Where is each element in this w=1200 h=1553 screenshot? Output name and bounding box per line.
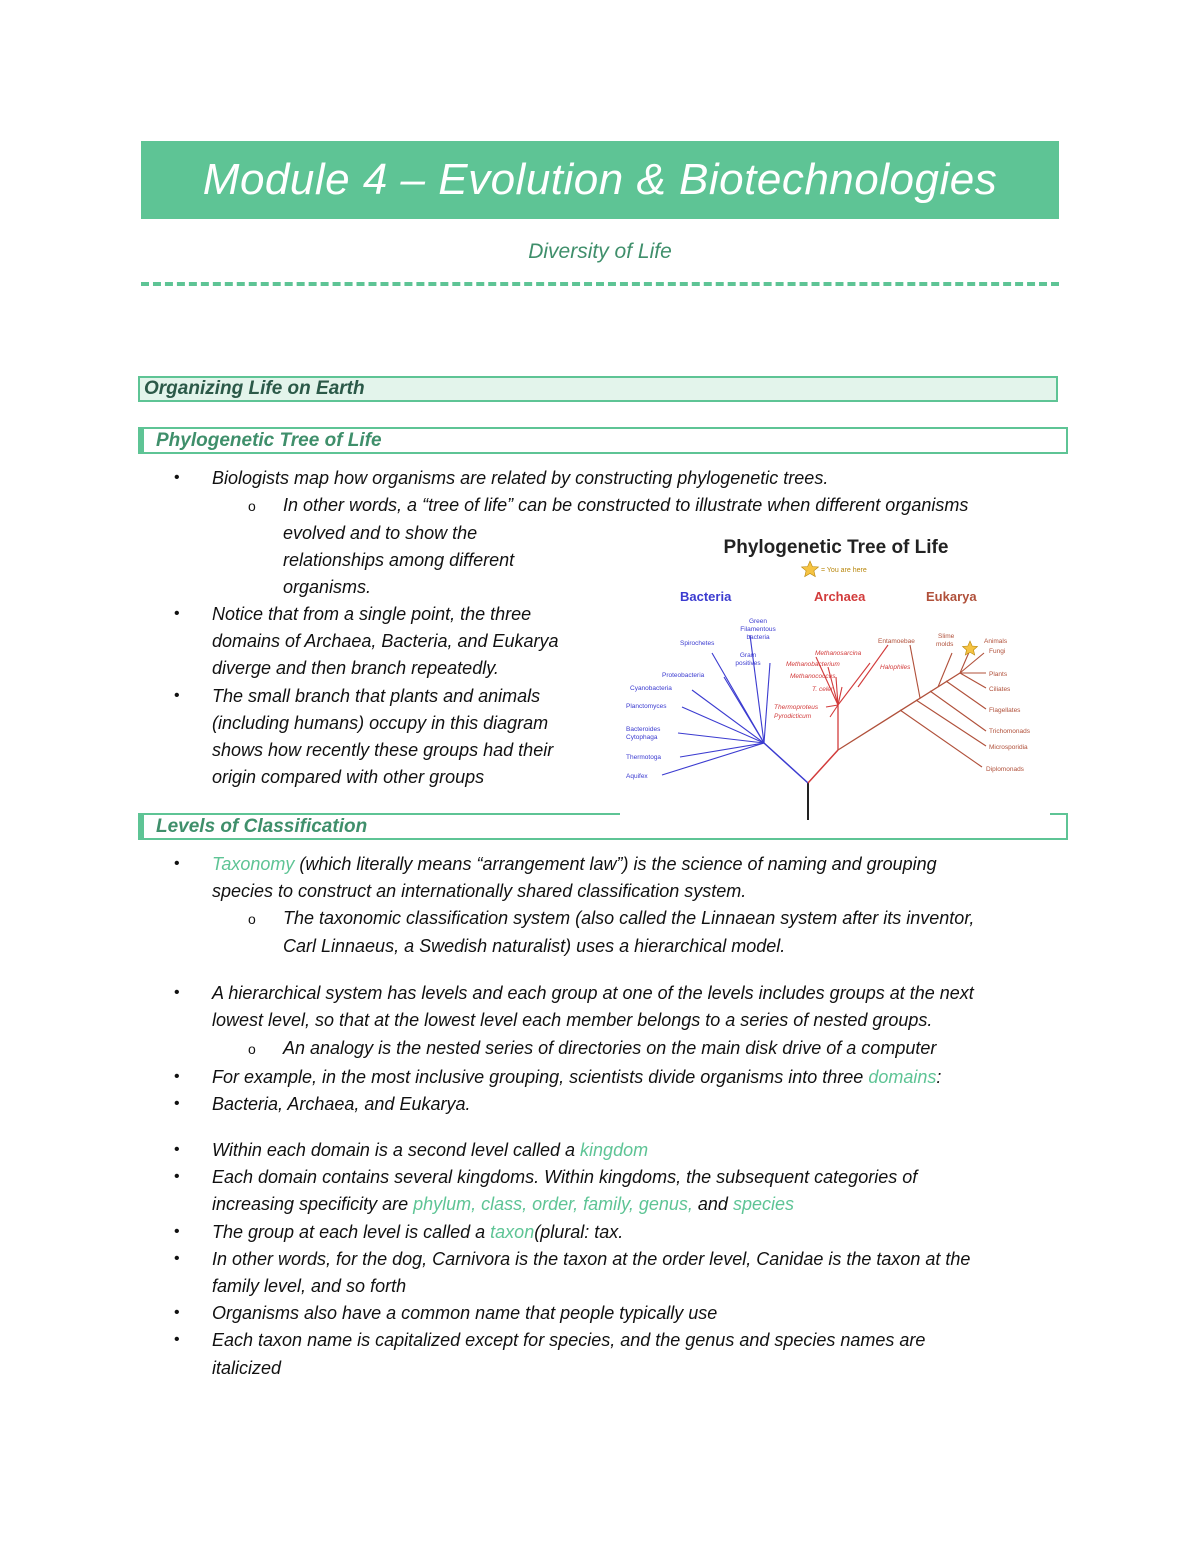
taxon-slime: Slime bbox=[938, 633, 955, 640]
levels-bullet-6-pre: increasing specificity are bbox=[212, 1194, 414, 1214]
levels-bullet-7-pre: The group at each level is called a bbox=[212, 1222, 491, 1242]
taxon-filamentous: Filamentous bbox=[740, 626, 776, 633]
taxon-trichomonads: Trichomonads bbox=[989, 728, 1030, 735]
phylo-sub-1-line-4: organisms. bbox=[283, 577, 372, 597]
eukarya-branches bbox=[900, 645, 986, 767]
taxon-bacteria: bacteria bbox=[746, 634, 770, 641]
levels-bullet-4: Bacteria, Archaea, and Eukarya. bbox=[212, 1094, 471, 1114]
taxon-cytophaga: Cytophaga bbox=[626, 734, 658, 741]
taxon-t-celer: T. celer bbox=[812, 686, 834, 693]
levels-bullet-2-line-1: A hierarchical system has levels and each group at one of the levels includes groups at the next bbox=[212, 983, 974, 1003]
taxon-entamoebae: Entamoebae bbox=[878, 638, 915, 645]
taxon-pyrodicticum: Pyrodicticum bbox=[774, 713, 812, 720]
term-ranks: phylum, class, order, family, genus, bbox=[413, 1194, 693, 1214]
levels-bullet-3-post: : bbox=[936, 1067, 942, 1087]
taxon-methanosarcina: Methanosarcina bbox=[815, 650, 862, 657]
taxon-flagellates: Flagellates bbox=[989, 707, 1021, 714]
section-heading-organizing-label: Organizing Life on Earth bbox=[144, 378, 365, 399]
phylo-bullet-3-line-2: (including humans) occupy in this diagram bbox=[212, 713, 549, 733]
bullet-dot: • bbox=[174, 1223, 180, 1240]
phylo-bullet-3-line-4: origin compared with other groups bbox=[212, 767, 485, 787]
phylogenetic-tree-figure bbox=[620, 525, 1050, 825]
bullet-dot: • bbox=[174, 1141, 180, 1158]
term-domains: domains bbox=[868, 1067, 937, 1087]
taxon-green: Green bbox=[748, 618, 768, 625]
term-kingdom: kingdom bbox=[580, 1140, 649, 1160]
levels-bullet-3-pre: For example, in the most inclusive grouping, scientists divide organisms into three bbox=[212, 1067, 869, 1087]
phylo-bullet-2-line-2: domains of Archaea, Bacteria, and Eukarya bbox=[212, 631, 559, 651]
taxon-proteobacteria: Proteobacteria bbox=[662, 672, 705, 679]
bullet-dot: • bbox=[174, 469, 180, 486]
bullet-dot: • bbox=[174, 1304, 180, 1321]
taxon-methanobacterium: Methanobacterium bbox=[786, 661, 840, 668]
figure-title: Phylogenetic Tree of Life bbox=[723, 537, 949, 558]
bullet-dot: • bbox=[174, 687, 180, 704]
subsection-heading-phylo-label: Phylogenetic Tree of Life bbox=[156, 430, 382, 451]
levels-bullet-10-line-1: Each taxon name is capitalized except for species, and the genus and species names are bbox=[212, 1330, 926, 1350]
phylo-sub-1-line-3: relationships among different bbox=[283, 550, 515, 570]
levels-bullet-5 bbox=[212, 1137, 648, 1164]
levels-bullet-1-rest: (which literally means “arrangement law”) is the science of naming and grouping bbox=[294, 854, 937, 874]
bullet-dot: • bbox=[174, 984, 180, 1001]
levels-bullet-8-line-2: family level, and so forth bbox=[212, 1276, 407, 1296]
phylo-bullet-1: Biologists map how organisms are related by constructing phylogenetic trees. bbox=[212, 468, 829, 488]
levels-bullet-1-line-2: species to construct an internationally shared classification system. bbox=[212, 881, 747, 901]
dashed-divider bbox=[141, 282, 1059, 286]
domain-label-archaea: Archaea bbox=[814, 589, 866, 604]
levels-bullet-2-line-2: lowest level, so that at the lowest level each member belongs to a series of nested groups. bbox=[212, 1010, 933, 1030]
levels-bullet-8-line-1: In other words, for the dog, Carnivora is the taxon at the order level, Canidae is the taxon at the bbox=[212, 1249, 971, 1269]
levels-sub-2: An analogy is the nested series of directories on the main disk drive of a computer bbox=[283, 1038, 937, 1058]
bullet-dot: • bbox=[174, 1250, 180, 1267]
taxon-fungi: Fungi bbox=[989, 648, 1006, 655]
levels-bullet-1-line-1 bbox=[212, 851, 937, 878]
taxon-gram: Gram bbox=[739, 652, 757, 659]
phylo-bullet-2-line-1: Notice that from a single point, the three bbox=[212, 604, 532, 624]
star-icon bbox=[802, 561, 819, 577]
taxon-spirochetes: Spirochetes bbox=[680, 640, 715, 647]
tree-branch-bacteria bbox=[764, 743, 808, 783]
taxon-diplomonads: Diplomonads bbox=[986, 766, 1024, 773]
levels-sub-1-line-1: The taxonomic classification system (also called the Linnaean system after its inventor, bbox=[283, 908, 975, 928]
taxon-positives: positives bbox=[735, 660, 761, 667]
levels-bullet-6-line-2 bbox=[212, 1191, 794, 1218]
title-banner bbox=[141, 141, 1059, 219]
bullet-dot: • bbox=[174, 1331, 180, 1348]
phylo-bullet-3-line-1: The small branch that plants and animals bbox=[212, 686, 541, 706]
section-heading-organizing bbox=[138, 376, 1058, 402]
taxon-ciliates: Ciliates bbox=[989, 686, 1011, 693]
domain-label-bacteria: Bacteria bbox=[680, 589, 732, 604]
phylo-bullet-2-line-3: diverge and then branch repeatedly. bbox=[212, 658, 499, 678]
taxon-microsporidia: Microsporidia bbox=[989, 744, 1028, 751]
subsection-heading-levels-label: Levels of Classification bbox=[156, 816, 368, 837]
taxon-thermotoga: Thermotoga bbox=[626, 754, 662, 761]
phylo-sub-1-line-2: evolved and to show the bbox=[283, 523, 478, 543]
taxon-aquifex: Aquifex bbox=[626, 773, 648, 780]
taxon-bacteroides: Bacteroides bbox=[626, 726, 661, 733]
levels-bullet-6-line-1: Each domain contains several kingdoms. Within kingdoms, the subsequent categories of bbox=[212, 1167, 918, 1187]
term-taxonomy: Taxonomy bbox=[212, 854, 295, 874]
phylo-bullet-3-line-3: shows how recently these groups had their bbox=[212, 740, 554, 760]
taxon-planctomyces: Planctomyces bbox=[626, 703, 667, 710]
levels-bullet-9: Organisms also have a common name that people typically use bbox=[212, 1303, 718, 1323]
page-subtitle: Diversity of Life bbox=[528, 240, 672, 263]
levels-bullet-7-post: (plural: tax. bbox=[534, 1222, 624, 1242]
levels-sub-1-line-2: Carl Linnaeus, a Swedish naturalist) uses a hierarchical model. bbox=[283, 936, 786, 956]
levels-bullet-7 bbox=[212, 1219, 623, 1246]
taxon-thermoproteus: Thermoproteus bbox=[774, 704, 819, 711]
term-species: species bbox=[732, 1194, 794, 1214]
taxon-animals: Animals bbox=[984, 638, 1008, 645]
taxon-halophiles: Halophiles bbox=[880, 664, 911, 671]
bullet-dot: • bbox=[174, 1095, 180, 1112]
star-caption: = You are here bbox=[821, 567, 867, 574]
sub-bullet-o: o bbox=[248, 498, 256, 514]
tree-branch-archaea-eukarya bbox=[808, 750, 838, 783]
domain-label-eukarya: Eukarya bbox=[926, 589, 977, 604]
bullet-dot: • bbox=[174, 1068, 180, 1085]
star-icon bbox=[963, 641, 978, 655]
levels-bullet-3 bbox=[212, 1064, 941, 1091]
levels-bullet-10-line-2: italicized bbox=[212, 1358, 282, 1378]
levels-bullet-5-pre: Within each domain is a second level called a bbox=[212, 1140, 581, 1160]
sub-bullet-o: o bbox=[248, 911, 256, 927]
term-taxon: taxon bbox=[490, 1222, 535, 1242]
bullet-dot: • bbox=[174, 605, 180, 622]
taxon-plants: Plants bbox=[989, 671, 1008, 678]
subsection-heading-phylo bbox=[138, 427, 1068, 454]
taxon-molds: molds bbox=[936, 641, 954, 648]
page-title: Module 4 – Evolution & Biotechnologies bbox=[202, 155, 998, 204]
levels-bullet-6-and: and bbox=[692, 1194, 733, 1214]
bullet-dot: • bbox=[174, 855, 180, 872]
phylo-sub-1-line-1: In other words, a “tree of life” can be constructed to illustrate when different organisms bbox=[283, 495, 969, 515]
taxon-methanococcus: Methanococcus bbox=[790, 673, 836, 680]
bullet-dot: • bbox=[174, 1168, 180, 1185]
sub-bullet-o: o bbox=[248, 1041, 256, 1057]
taxon-cyanobacteria: Cyanobacteria bbox=[630, 685, 672, 692]
